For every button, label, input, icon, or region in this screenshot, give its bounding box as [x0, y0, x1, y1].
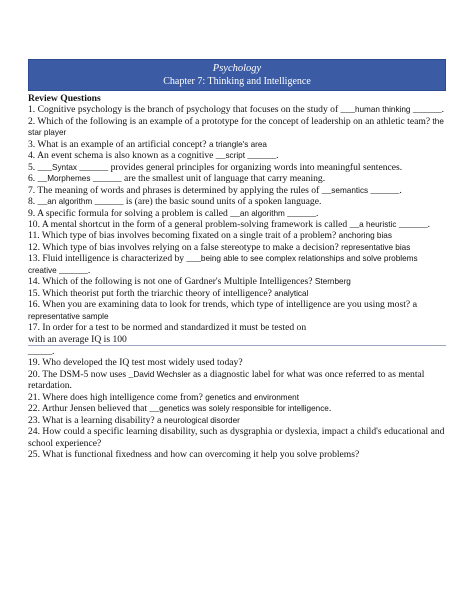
- question-20: 20. The DSM-5 now uses _David Wechsler as a diagnostic label for what was once referred to as mental retardation.: [28, 368, 425, 392]
- answer-10: a heuristic: [359, 219, 397, 229]
- question-2: 2. Which of the following is an example of a prototype for the concept of leadership on an athletic team? the star player: [28, 115, 444, 138]
- question-8: 8. __an algorithm ______ is (are) the basic sound units of a spoken language.: [28, 196, 322, 208]
- review-heading: Review Questions: [28, 93, 101, 104]
- answer-9: an algorithm: [239, 208, 285, 218]
- answer-21: genetics and environment: [205, 392, 300, 402]
- answer-16: a representative sample: [28, 300, 418, 321]
- question-1: 1. Cognitive psychology is the branch of psychology that focuses on the study of ___human thinking ______.: [28, 104, 445, 116]
- question-17: 17. In order for a test to be normed and standardized it must be tested on: [28, 322, 307, 334]
- answer-6: Morphemes: [47, 174, 91, 184]
- answer-14: Sternberg: [314, 277, 351, 287]
- answer-13: being able to see complex relationships and solve problems creative: [28, 254, 418, 275]
- question-21: 21. Where does high intelligence come from? genetics and environment: [28, 391, 300, 403]
- question-7: 7. The meaning of words and phrases is determined by applying the rules of __semantics ______.: [28, 184, 402, 196]
- answer-2: the star player: [28, 116, 444, 138]
- chapter-title: Chapter 7: Thinking and Intelligence: [163, 76, 311, 87]
- question-22: 22. Arthur Jensen believed that __genetics was solely responsible for intelligence.: [28, 403, 332, 415]
- chapter-header: [28, 59, 446, 91]
- answer-23: a neurological disorder: [157, 415, 240, 425]
- question-19: 19. Who developed the IQ test most widely used today?: [28, 357, 243, 369]
- question-24: 24. How could a specific learning disability, such as dysgraphia or dyslexia, impact a child's educational and school experience?: [28, 426, 445, 449]
- question-16: 16. When you are examining data to look for trends, which type of intelligence are you using most? a representative sample: [28, 299, 418, 321]
- answer-22: genetics was solely responsible for intelligence: [159, 404, 329, 414]
- answer-11: anchoring bias: [338, 231, 392, 241]
- question-12: 12. Which type of bias involves relying on a false stereotype to make a decision? representative bias: [28, 241, 411, 253]
- question-4: 4. An event schema is also known as a cognitive __script ______.: [28, 150, 279, 162]
- question-list: [28, 93, 446, 461]
- question-6: 6. __Morphemes ______ are the smallest unit of language that carry meaning.: [28, 173, 326, 185]
- question-25: 25. What is functional fixedness and how can overcoming it help you solve problems?: [28, 449, 360, 461]
- answer-3: a triangle's area: [208, 139, 267, 149]
- question-3: 3. What is an example of an artificial concept? a triangle's area: [28, 138, 267, 150]
- question-14: 14. Which of the following is not one of Gardner's Multiple Intelligences? Sternberg: [28, 276, 351, 288]
- answer-5: Syntax: [51, 162, 78, 172]
- subject-title: Psychology: [212, 63, 262, 74]
- answer-20: David Wechsler: [133, 369, 191, 379]
- question-13: 13. Fluid intelligence is characterized by ___being able to see complex relationships and solve problems creative ______.: [28, 253, 418, 276]
- question-5: 5. ___Syntax ______ provides general principles for organizing words into meaningful sentences.: [28, 161, 403, 173]
- question-11: 11. Which type of bias involves becoming fixated on a single trait of a problem? anchoring bias: [28, 230, 392, 242]
- question-23: 23. What is a learning disability? a neurological disorder: [28, 414, 240, 426]
- question-9: 9. A specific formula for solving a problem is called __an algorithm ______.: [28, 207, 319, 219]
- answer-17-blank: _____.: [28, 345, 55, 357]
- answer-17: with an average IQ is 100: [28, 334, 446, 346]
- answer-15: analytical: [274, 288, 309, 298]
- question-10: 10. A mental shortcut in the form of a general problem-solving framework is called __a heuristic ______.: [28, 218, 431, 230]
- answer-1: human thinking: [354, 105, 411, 115]
- question-15: 15. Which theorist put forth the triarchic theory of intelligence? analytical: [28, 287, 309, 299]
- answer-7: semantics: [331, 185, 369, 195]
- answer-4: script: [225, 151, 245, 161]
- answer-12: representative bias: [341, 242, 411, 252]
- answer-8: an algorithm: [47, 197, 93, 207]
